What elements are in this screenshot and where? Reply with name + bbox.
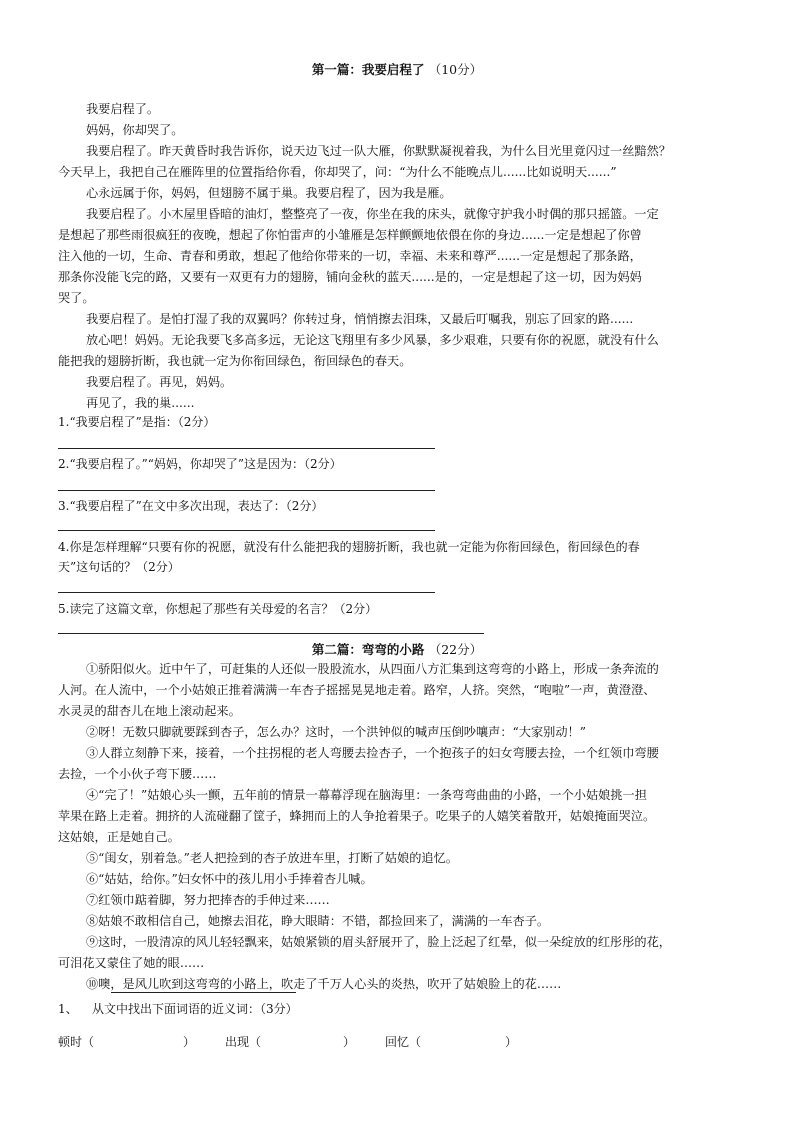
passage1-line: 注入他的一切，生命、青春和勇敢，想起了他给你带来的一切，幸福、未来和尊严......一定是想起了那条路，	[58, 249, 642, 263]
fill-3-label: 回忆（	[385, 1035, 422, 1049]
part2-question-1-num: 1、	[58, 1002, 78, 1016]
passage2-line: 可泪花又蒙住了她的眼……	[58, 956, 205, 970]
fill-1-label: 顿时（	[58, 1035, 95, 1049]
answer-line[interactable]	[58, 490, 435, 491]
passage1-line: 我要启程了。小木屋里昏暗的油灯，整整亮了一夜，你坐在我的床头，就像守护我小时偶的那只摇篮。一定	[86, 207, 659, 221]
passage2-line: 苹果在路上走着。拥挤的人流碰翻了筐子，蜂拥而上的人争抢着果子。吃果子的人嬉笑着散开，姑娘掩面哭泣。	[58, 809, 656, 823]
passage2-line: 人河。在人流中，一个小姑娘正推着满满一车杏子摇摇晃晃地走着。路窄，人挤。突然，“咆啦”一声，黄澄澄、	[58, 683, 656, 697]
fill-2-close: ）	[343, 1035, 356, 1049]
part1-title	[0, 60, 794, 78]
passage1-line: 我要启程了。	[86, 102, 160, 116]
passage1-line: 心永远属于你，妈妈，但翅膀不属于巢。我要启程了，因为我是雁。	[86, 186, 452, 200]
answer-line[interactable]	[58, 530, 435, 531]
passage1-line: 妈妈，你却哭了。	[86, 123, 184, 137]
part2-title	[0, 640, 794, 658]
part2-score: （22分）	[428, 642, 483, 657]
question-2: 2.“我要启程了。”“妈妈，你却哭了”这是因为：（2分）	[58, 457, 342, 471]
part1-title-text: 第一篇：我要启程了	[311, 62, 425, 77]
passage2-line: ⑦红领巾踮着脚，努力把捧杏的手伸过来……	[86, 893, 330, 907]
passage1-line: 那条你没能飞完的路，又要有一双更有力的翅膀，铺向金秋的蓝天......是的，一定是想起了这一切，因为妈妈	[58, 270, 642, 284]
fill-2-label: 出现（	[225, 1035, 262, 1049]
passage1-line: 哭了。	[58, 291, 95, 305]
part2-question-1: 从文中找出下面词语的近义词：（3分）	[92, 1002, 298, 1016]
passage1-line: 是想起了那些雨很疯狂的夜晚，想起了你怕雷声的小雏雁是怎样颤颤地依偎在你的身边......一定是想起了你曾	[58, 228, 642, 242]
question-3: 3.“我要启程了”在文中多次出现，表达了：（2分）	[58, 499, 324, 513]
question-4: 4.你是怎样理解“只要有你的祝愿，就没有什么能把我的翅膀折断，我也就一定能为你衔回绿色，衔回绿色的春	[58, 540, 640, 554]
passage1-line: 放心吧！妈妈。无论我要飞多高多远，无论这飞翔里有多少风暴，多少艰难，只要有你的祝愿，就没有什么	[86, 333, 659, 347]
passage2-line: ④“完了！”姑娘心头一颤，五年前的情景一幕幕浮现在脑海里：一条弯弯曲曲的小路，一个小姑娘挑一担	[86, 788, 647, 802]
question-5: 5.读完了这篇文章，你想起了那些有关母爱的名言？（2分）	[58, 602, 378, 616]
passage2-line: 水灵灵的甜杏儿在地上滚动起来。	[58, 704, 241, 718]
answer-line[interactable]	[58, 592, 435, 593]
question-4-cont: 天”这句话的？（2分）	[58, 560, 180, 574]
passage2-line: ⑧姑娘不敢相信自己，她擦去泪花，睁大眼睛：不错，都捡回来了，满满的一车杏子。	[86, 914, 550, 928]
answer-line[interactable]	[58, 633, 484, 634]
passage2-line: ②呀！无数只脚就要踩到杏子，怎么办？这时，一个洪钟似的喊声压倒吵嚷声：“大家别动！”	[86, 725, 586, 739]
passage1-line: 我要启程了。昨天黄昏时我告诉你，说天边飞过一队大雁，你默默凝视着我，为什么目光里竟闪过一丝黯然？	[86, 144, 671, 158]
passage1-line: 我要启程了。是怕打湿了我的双翼吗？你转过身，悄悄擦去泪珠，又最后叮嘱我，别忘了回家的路......	[86, 312, 634, 326]
underline-mark	[111, 992, 296, 993]
passage2-line: ③人群立刻静下来，接着，一个拄拐棍的老人弯腰去捡杏子，一个抱孩子的妇女弯腰去捡，一个红领巾弯腰	[86, 746, 659, 760]
answer-line[interactable]	[58, 448, 435, 449]
part1-score: （10分）	[428, 62, 483, 77]
passage2-line: 这姑娘，正是她自己。	[58, 830, 180, 844]
passage1-line: 今天早上，我把自己在雁阵里的位置指给你看，你却哭了，问：“为什么不能晚点儿......比如说明天......”	[58, 165, 617, 179]
passage1-line: 再见了，我的巢......	[86, 396, 195, 410]
fill-3-close: ）	[505, 1035, 518, 1049]
part2-title-text: 第二篇：弯弯的小路	[311, 642, 425, 657]
passage2-line: ①骄阳似火。近中午了，可赶集的人还似一股股流水，从四面八方汇集到这弯弯的小路上，形成一条奔流的	[86, 662, 659, 676]
passage2-line: ⑤“闺女，别着急。”老人把捡到的杏子放进车里，打断了姑娘的追忆。	[86, 851, 458, 865]
passage2-line: ⑩噢，是风儿吹到这弯弯的小路上，吹走了千万人心头的炎热，吹开了姑娘脸上的花……	[86, 977, 562, 991]
passage2-line: ⑨这时，一股清凉的风儿轻轻飘来，姑娘紧锁的眉头舒展开了，脸上泛起了红晕，似一朵绽放的红彤彤的花，	[86, 935, 671, 949]
question-1: 1.“我要启程了”是指：（2分）	[58, 415, 216, 429]
passage2-line: 去捡，一个小伙子弯下腰……	[58, 767, 217, 781]
fill-1-close: ）	[183, 1035, 196, 1049]
passage1-line: 我要启程了。再见，妈妈。	[86, 375, 233, 389]
passage2-line: ⑥“姑姑，给你。”妇女怀中的孩儿用小手捧着杏儿喊。	[86, 872, 373, 886]
passage1-line: 能把我的翅膀折断，我也就一定为你衔回绿色，衔回绿色的春天。	[58, 354, 412, 368]
